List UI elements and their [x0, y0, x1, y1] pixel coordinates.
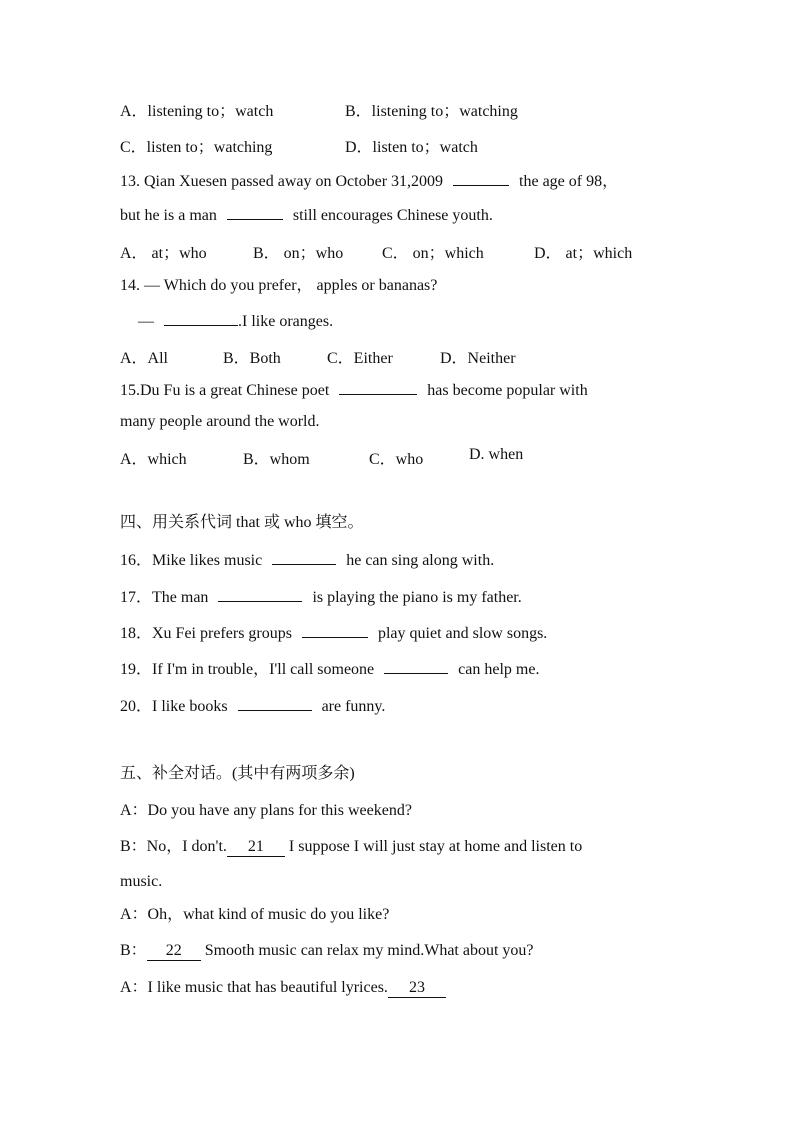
dialogue-line-6: [120, 978, 446, 998]
q15-line2: many people around the world.: [120, 413, 320, 430]
dialogue-line-4: A：Oh，what kind of music do you like?: [120, 906, 390, 923]
q14-option-b: B．Both: [223, 350, 281, 367]
q13-line2: [120, 205, 493, 226]
q13-option-a: A． at；who: [120, 245, 207, 262]
q13-line1: [120, 171, 618, 192]
q12-option-d: D．listen to；watch: [345, 139, 478, 156]
blank-21[interactable]: 21: [227, 838, 285, 857]
q19-text-b: can help me.: [458, 661, 540, 678]
q12-option-a: A．listening to；watch: [120, 103, 274, 120]
q14-option-d: D．Neither: [440, 350, 516, 367]
q13-blank-2[interactable]: [227, 205, 283, 220]
q16-blank[interactable]: [272, 550, 336, 565]
q19-blank[interactable]: [384, 659, 448, 674]
q14-option-a: A．All: [120, 350, 169, 367]
q13-text-b: the age of 98，: [519, 173, 619, 190]
dialogue-l5-text-b: Smooth music can relax my mind.What about you?: [204, 942, 534, 959]
q14-option-c: C．Either: [327, 350, 393, 367]
q17-line: [120, 587, 522, 608]
q16-text-a: 16．Mike likes music: [120, 552, 263, 569]
dialogue-l6-text-a: A：I like music that has beautiful lyrices.: [120, 979, 388, 996]
q16-line: [120, 550, 494, 571]
q20-text-a: 20．I like books: [120, 698, 228, 715]
section5-heading: 五、补全对话。(其中有两项多余): [120, 765, 355, 782]
q19-text-a: 19．If I'm in trouble，I'll call someone: [120, 661, 375, 678]
q13-text-a: 13. Qian Xuesen passed away on October 31,2009: [120, 173, 444, 190]
q12-option-c: C．listen to；watching: [120, 139, 273, 156]
q13-text-d: still encourages Chinese youth.: [292, 207, 493, 224]
q13-option-b: B． on；who: [253, 245, 344, 262]
q13-option-d: D． at；which: [534, 245, 633, 262]
q17-blank[interactable]: [218, 587, 302, 602]
q13-option-c: C． on；which: [382, 245, 484, 262]
blank-23[interactable]: 23: [388, 979, 446, 998]
section4-heading: 四、用关系代词 that 或 who 填空。: [120, 514, 364, 531]
q14-line2: [138, 311, 333, 332]
q20-blank[interactable]: [238, 696, 312, 711]
blank-22[interactable]: 22: [147, 942, 201, 961]
q20-text-b: are funny.: [321, 698, 386, 715]
q14-line1: 14. — Which do you prefer， apples or bananas?: [120, 277, 438, 294]
q14-dash: —: [138, 313, 154, 330]
dialogue-l2-text-b: I suppose I will just stay at home and listen to: [288, 838, 583, 855]
q15-line1: [120, 380, 588, 401]
q16-text-b: he can sing along with.: [346, 552, 495, 569]
q15-option-c: C．who: [369, 451, 424, 468]
q18-text-a: 18．Xu Fei prefers groups: [120, 625, 292, 642]
q15-option-b: B．whom: [243, 451, 310, 468]
dialogue-line-2: [120, 837, 582, 857]
dialogue-l2-text-a: B：No，I don't.: [120, 838, 227, 855]
q15-option-a: A．which: [120, 451, 187, 468]
q12-option-b: B．listening to；watching: [345, 103, 518, 120]
q15-blank[interactable]: [339, 380, 417, 395]
q13-blank-1[interactable]: [453, 171, 509, 186]
q17-text-a: 17．The man: [120, 589, 209, 606]
q15-option-d: D. when: [469, 446, 524, 463]
q19-line: [120, 659, 539, 680]
dialogue-l5-text-a: B：: [120, 942, 147, 959]
q15-text-a: 15.Du Fu is a great Chinese poet: [120, 382, 330, 399]
q17-text-b: is playing the piano is my father.: [312, 589, 522, 606]
dialogue-line-3: music.: [120, 873, 163, 890]
q18-line: [120, 623, 547, 644]
q15-text-b: has become popular with: [427, 382, 588, 399]
q20-line: [120, 696, 385, 717]
dialogue-line-5: [120, 941, 534, 961]
q18-blank[interactable]: [302, 623, 368, 638]
dialogue-line-1: A：Do you have any plans for this weekend?: [120, 802, 412, 819]
q13-text-c: but he is a man: [120, 207, 217, 224]
q18-text-b: play quiet and slow songs.: [377, 625, 548, 642]
q14-text-b: .I like oranges.: [238, 313, 334, 330]
q14-blank[interactable]: [164, 311, 238, 326]
